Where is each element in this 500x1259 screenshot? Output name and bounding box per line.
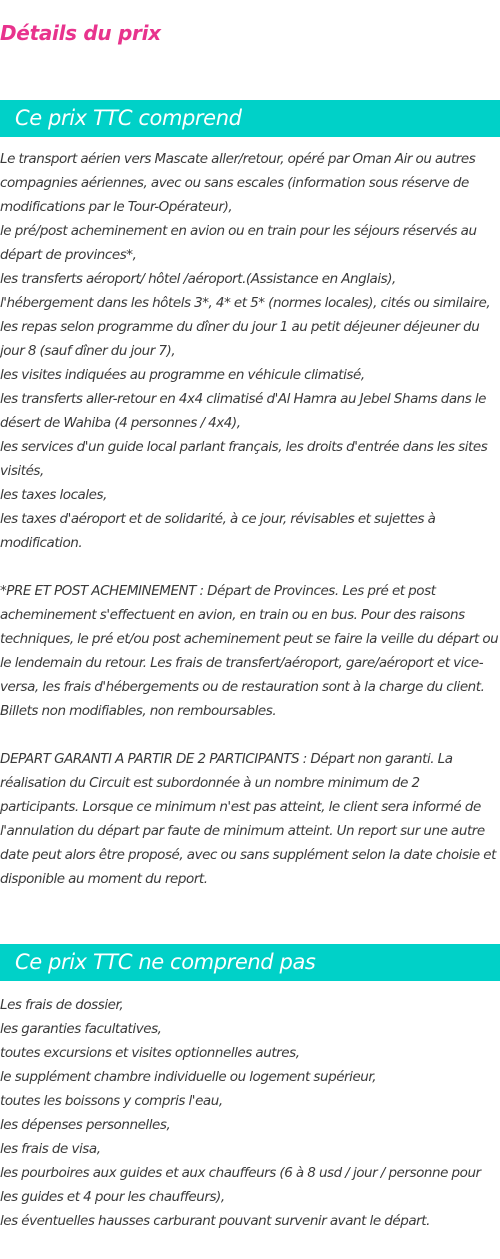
included-section-heading: Ce prix TTC comprend [0,100,500,137]
included-item: les services d'un guide local parlant français, les droits d'entrée dans les sites visités, [0,439,488,479]
note-preacheminement: *PRE ET POST ACHEMINEMENT : Départ de Provinces. Les pré et post acheminement s'effectuent en avion, en train ou en bus. Pour des raisons techniques, le pré et/ou post acheminement peut se faire la veille du départ ou le lendemain du retour. Les frais de transfert/aéroport, gare/aéroport et vice-versa, les frais d'hébergements ou de restauration sont à la charge du client. Billets non modifiables, non remboursables. [0,583,499,719]
included-item: les taxes d'aéroport et de solidarité, à ce jour, révisables et sujettes à modification. [0,511,436,551]
excluded-item: les garanties facultatives, [0,1021,162,1037]
included-item: les taxes locales, [0,487,107,503]
included-item: le pré/post acheminement en avion ou en train pour les séjours réservés au départ de provinces*, [0,223,477,263]
excluded-item: toutes les boissons y compris l'eau, [0,1093,223,1109]
included-item: les transferts aller-retour en 4x4 climatisé d'Al Hamra au Jebel Shams dans le désert de Wahiba (4 personnes / 4x4), [0,391,487,431]
excluded-item: les éventuelles hausses carburant pouvant survenir avant le départ. [0,1213,430,1229]
included-item: Le transport aérien vers Mascate aller/retour, opéré par Oman Air ou autres compagnies aériennes, avec ou sans escales (information sous réserve de modifications par le Tour-Opérateur), [0,151,476,215]
included-item: les visites indiquées au programme en véhicule climatisé, [0,367,365,383]
spacer [0,555,500,579]
included-item: les repas selon programme du dîner du jour 1 au petit déjeuner déjeuner du jour 8 (sauf dîner du jour 7), [0,319,480,359]
excluded-item: Les frais de dossier, [0,997,124,1013]
excluded-item: le supplément chambre individuelle ou logement supérieur, [0,1069,377,1085]
excluded-section-body [0,981,500,1233]
included-item: l'hébergement dans les hôtels 3*, 4* et 5* (normes locales), cités ou similaire, [0,295,491,311]
excluded-item: les dépenses personnelles, [0,1117,171,1133]
excluded-item: les frais de visa, [0,1141,101,1157]
spacer [0,723,500,747]
page-title: Détails du prix [0,21,161,45]
excluded-section-heading: Ce prix TTC ne comprend pas [0,944,500,981]
excluded-item: toutes excursions et visites optionnelles autres, [0,1045,300,1061]
included-section-body [0,137,500,891]
included-item: les transferts aéroport/ hôtel /aéroport.(Assistance en Anglais), [0,271,396,287]
note-depart-garanti: DEPART GARANTI A PARTIR DE 2 PARTICIPANTS : Départ non garanti. La réalisation du Circuit est subordonnée à un nombre minimum de 2 participants. Lorsque ce minimum n'est pas atteint, le client sera informé de l'annulation du départ par faute de minimum atteint. Un report sur une autre date peut alors être proposé, avec ou sans supplément selon la date choisie et disponible au moment du report. [0,751,496,887]
excluded-item: les pourboires aux guides et aux chauffeurs (6 à 8 usd / jour / personne pour les guides et 4 pour les chauffeurs), [0,1165,481,1205]
